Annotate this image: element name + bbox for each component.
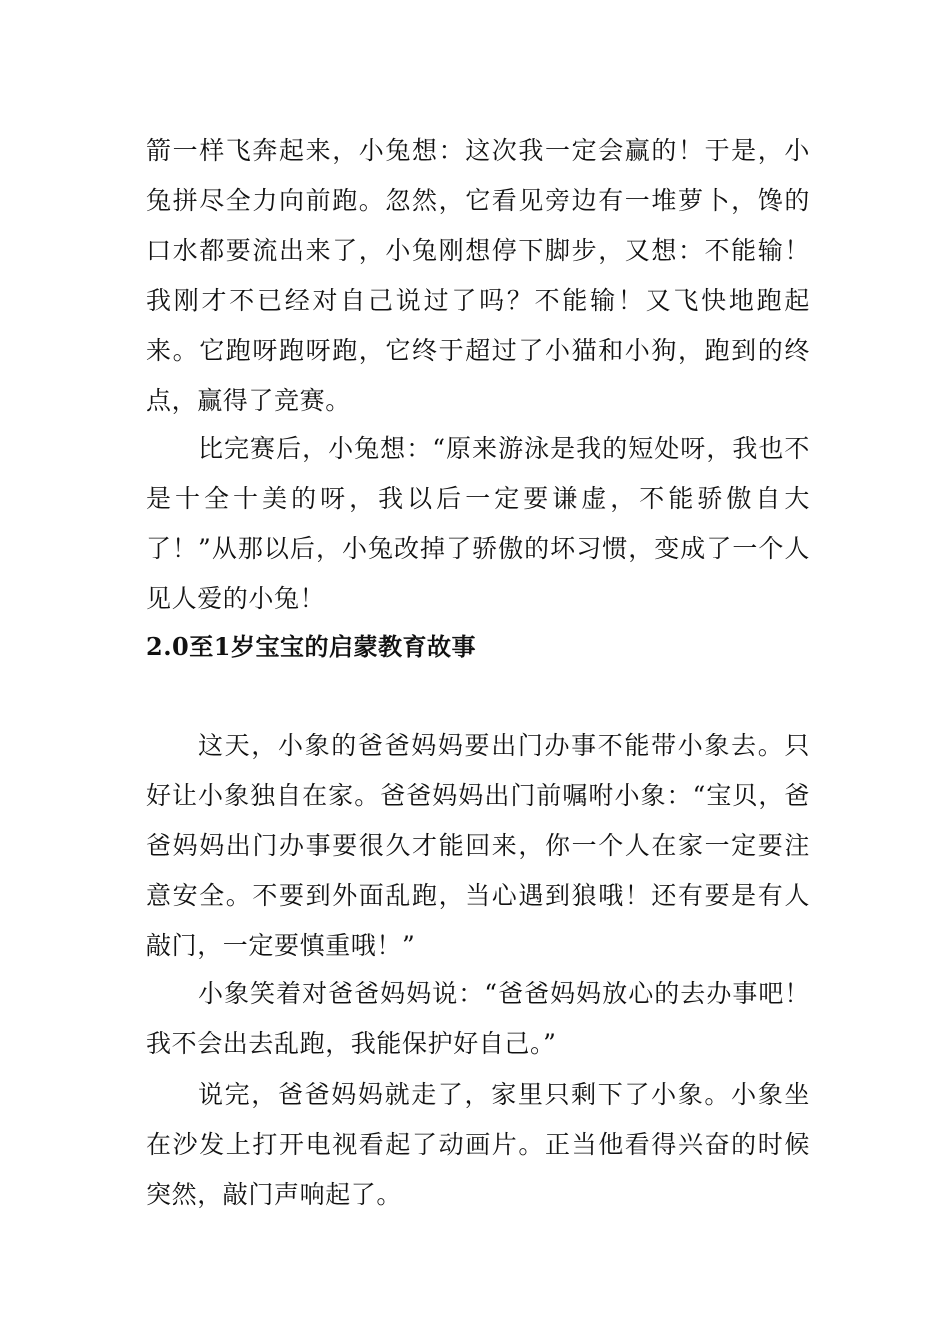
section-heading: 2.0至1岁宝宝的启蒙教育故事 — [146, 632, 476, 661]
story-paragraph: 说完，爸爸妈妈就走了，家里只剩下了小象。小象坐在沙发上打开电视看起了动画片。正当他看得兴奋的时候突然，敲门声响起了。 — [146, 1080, 810, 1209]
story-paragraph: 这天，小象的爸爸妈妈要出门办事不能带小象去。只好让小象独自在家。爸爸妈妈出门前嘱咐小象：“宝贝，爸爸妈妈出门办事要很久才能回来，你一个人在家一定要注意安全。不要到外面乱跑，当心遇到狼哦！还有要是有人敲门，一定要慎重哦！” — [146, 731, 810, 960]
story-paragraph: 小象笑着对爸爸妈妈说：“爸爸妈妈放心的去办事吧！我不会出去乱跑，我能保护好自己。” — [146, 979, 810, 1058]
story-paragraph: 箭一样飞奔起来，小兔想：这次我一定会赢的！于是，小兔拼尽全力向前跑。忽然，它看见旁边有一堆萝卜，馋的口水都要流出来了，小兔刚想停下脚步，又想：不能输！我刚才不已经对自己说过了吗？不能输！又飞快地跑起来。它跑呀跑呀跑，它终于超过了小猫和小狗，跑到的终点，赢得了竞赛。 — [146, 136, 810, 415]
story-paragraph: 比完赛后，小兔想：“原来游泳是我的短处呀，我也不是十全十美的呀，我以后一定要谦虚，不能骄傲自大了！”从那以后，小兔改掉了骄傲的坏习惯，变成了一个人见人爱的小兔！ — [146, 434, 810, 613]
